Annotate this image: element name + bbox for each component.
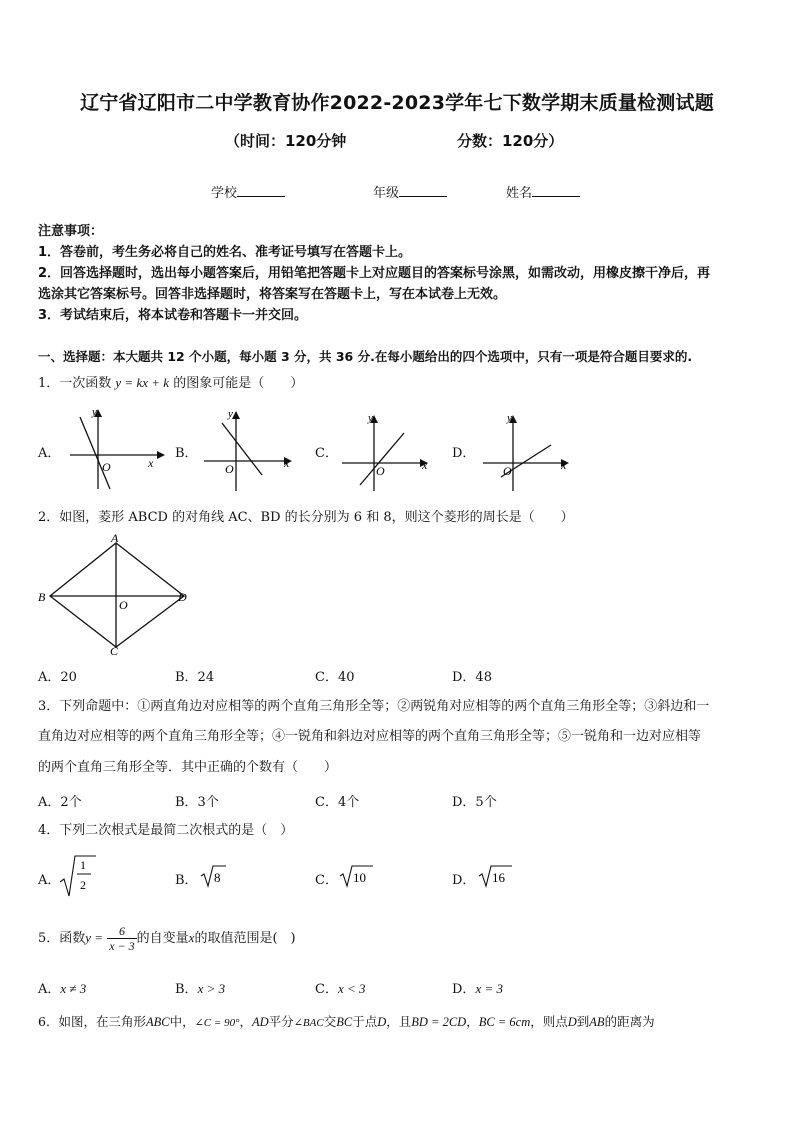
q2-option-b: B．24 [175, 670, 215, 685]
q1-graph-a [62, 405, 167, 493]
q4-option-c-radical [339, 862, 375, 888]
q1-graph-b [198, 405, 303, 493]
question-1-stem: 1．一次函数 y = kx + k 的图象可能是（ ） [38, 375, 304, 391]
origin-label: O [503, 464, 512, 478]
q4-option-a-label: A． [38, 873, 61, 888]
q4-option-d-label: D． [452, 873, 476, 888]
q3-option-c: C．4个 [315, 795, 360, 810]
question-3-line: 3．下列命题中：①两直角边对应相等的两个直角三角形全等；②两锐角对应相等的两个直角三角形全等；③斜边和一 [38, 699, 710, 714]
q3-option-b: B．3个 [175, 795, 219, 810]
vertex-c-label: C [110, 644, 119, 657]
score-info: 分数：120分） [457, 132, 564, 150]
question-5-stem: 5．函数y = $\frac{6}{x - 3}$ 的自变量x的取值范围是( ) [38, 924, 296, 953]
q2-option-c: C．40 [315, 670, 355, 685]
axis-y-label: y [368, 412, 373, 424]
q1-option-c-label: C． [315, 446, 338, 461]
origin-label: O [225, 462, 234, 476]
q2-option-a: A．20 [38, 670, 77, 685]
q3-option-a: A．2个 [38, 795, 82, 810]
page-title: 辽宁省辽阳市二中学教育协作2022-2023学年七下数学期末质量检测试题 [80, 92, 714, 114]
radicand: 8 [214, 870, 221, 885]
q4-option-a-radical [58, 852, 98, 900]
note-item: 选涂其它答案标号。回答非选择题时，将答案写在答题卡上，写在本试卷上无效。 [38, 287, 507, 302]
notes-heading: 注意事项： [38, 224, 104, 239]
q2-option-d: D．48 [452, 670, 492, 685]
question-3-line: 的两个直角三角形全等．其中正确的个数有（ ） [38, 760, 338, 775]
fraction-numerator: 1 [80, 858, 86, 872]
section-heading: 一、选择题：本大题共 12 个小题，每小题 3 分，共 36 分.在每小题给出的四个选项中，只有一项是符合题目要求的. [38, 349, 693, 364]
rhombus-figure [36, 533, 196, 657]
question-4-stem: 4．下列二次根式是最简二次根式的是（ ） [38, 823, 294, 838]
note-item: 1．答卷前，考生务必将自己的姓名、准考证号填写在答题卡上。 [38, 245, 412, 260]
q1-graph-d [477, 405, 577, 493]
q3-option-d: D．5个 [452, 795, 497, 810]
q1-option-b-label: B． [175, 446, 198, 461]
q4-option-d-radical [478, 862, 514, 888]
grade-field: 年级 [373, 182, 447, 201]
axis-x-label: x [561, 458, 567, 472]
q4-option-b-label: B． [175, 873, 198, 888]
fraction-denominator: 2 [80, 878, 86, 892]
function-fraction: $\frac{6}{x - 3}$ [109, 924, 135, 953]
question-6-stem: 6．如图，在三角形ABC中，∠C = 90°，AD平分∠BAC交BC于点D，且BD = 2CD，BC = 6cm，则点D到AB的距离为 [38, 1014, 655, 1029]
axis-y-label: y [228, 408, 233, 420]
q1-option-d-label: D． [452, 446, 476, 461]
note-item: 3．考试结束后，将本试卷和答题卡一并交回。 [38, 308, 308, 323]
q5-option-b: B．x > 3 [175, 981, 226, 997]
origin-label: O [102, 460, 111, 474]
vertex-a-label: A [111, 533, 119, 545]
q5-option-d: D．x = 3 [452, 981, 503, 997]
school-field: 学校 [211, 182, 285, 201]
axis-x-label: x [422, 458, 428, 472]
q4-option-c-label: C． [315, 873, 338, 888]
q1-option-a-label: A． [38, 446, 61, 461]
note-item: 2．回答选择题时，选出每小题答案后，用铅笔把答题卡上对应题目的答案标号涂黑，如需改动，用橡皮擦干净后，再 [38, 266, 711, 281]
radicand: 16 [492, 870, 505, 885]
axis-x-label: x [284, 456, 290, 470]
question-2-stem: 2．如图，菱形 ABCD 的对角线 AC、BD 的长分别为 6 和 8，则这个菱形的周长是（ ） [38, 510, 574, 525]
axis-y-label: y [507, 412, 512, 424]
q5-option-a: A．x ≠ 3 [38, 981, 87, 997]
axis-y-label: y [92, 406, 97, 418]
axis-x-label: x [148, 456, 154, 470]
time-info: （时间：120分钟 [225, 132, 347, 150]
q5-option-c: C．x < 3 [315, 981, 366, 997]
q1-graph-c [338, 405, 438, 493]
origin-label: O [376, 464, 385, 478]
radicand: 10 [353, 870, 366, 885]
q4-option-b-radical [200, 862, 230, 888]
center-o-label: O [119, 598, 128, 612]
question-3-line: 直角边对应相等的两个直角三角形全等；④一锐角和斜边对应相等的两个直角三角形全等；⑤一锐角和一边对应相等 [38, 729, 702, 744]
name-field: 姓名 [506, 182, 580, 201]
vertex-d-label: D [178, 590, 187, 604]
vertex-b-label: B [38, 590, 46, 604]
